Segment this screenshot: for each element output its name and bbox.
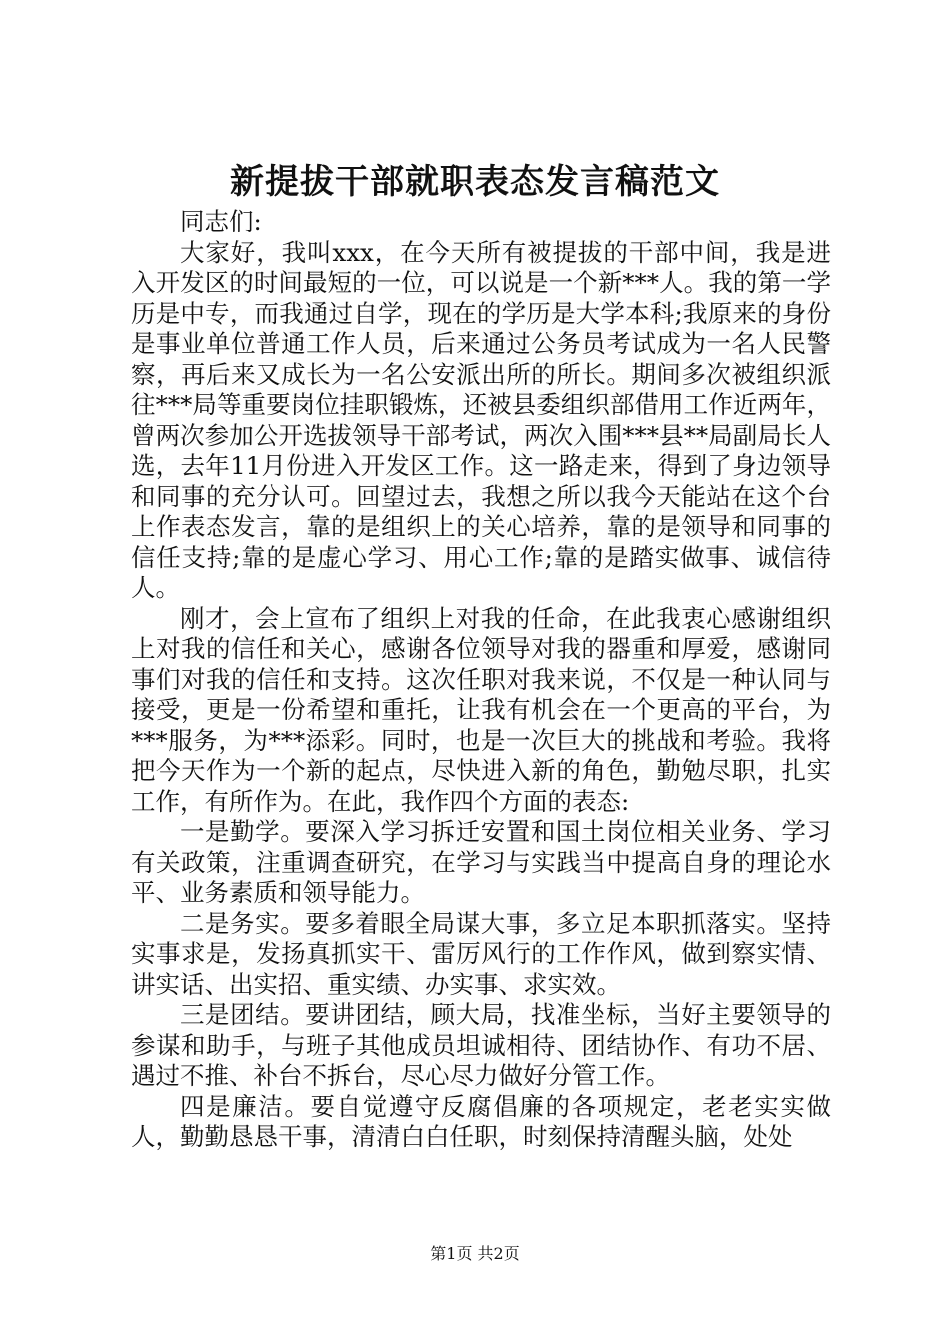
document-title: 新提拔干部就职表态发言稿范文	[230, 162, 720, 202]
paragraph-point-three: 三是团结。要讲团结，顾大局，找准坐标，当好主要领导的参谋和助手，与班子其他成员坦诚相待、团结协作、有功不居、遇过不推、补台不拆台，尽心尽力做好分管工作。	[131, 1000, 831, 1090]
paragraph-point-two: 二是务实。要多着眼全局谋大事，多立足本职抓落实。坚持实事求是，发扬真抓实干、雷厉风行的工作作风，做到察实情、讲实话、出实招、重实绩、办实事、求实效。	[131, 908, 831, 999]
document-body	[131, 207, 831, 1153]
paragraph-point-four: 四是廉洁。要自觉遵守反腐倡廉的各项规定，老老实实做人，勤勤恳恳干事，清清白白任职，时刻保持清醒头脑，处处	[131, 1091, 831, 1151]
page-number-footer: 第1页 共2页	[430, 1244, 520, 1263]
paragraph-gratitude: 刚才，会上宣布了组织上对我的任命，在此我衷心感谢组织上对我的信任和关心，感谢各位领导对我的器重和厚爱，感谢同事们对我的信任和支持。这次任职对我来说，不仅是一种认同与接受，更是一份希望和重托，让我有机会在一个更高的平台，为***服务，为***添彩。同时，也是一次巨大的挑战和考验。我将把今天作为一个新的起点，尽快进入新的角色，勤勉尽职，扎实工作，有所作为。在此，我作四个方面的表态:	[131, 603, 831, 816]
paragraph-point-one: 一是勤学。要深入学习拆迁安置和国土岗位相关业务、学习有关政策，注重调查研究，在学习与实践当中提高自身的理论水平、业务素质和领导能力。	[131, 817, 831, 907]
paragraph-salutation: 同志们:	[180, 207, 262, 236]
paragraph-introduction: 大家好，我叫xxx，在今天所有被提拔的干部中间，我是进入开发区的时间最短的一位，可以说是一个新***人。我的第一学历是中专，而我通过自学，现在的学历是大学本科;我原来的身份是事业单位普通工作人员，后来通过公务员考试成为一名人民警察，再后来又成长为一名公安派出所的所长。期间多次被组织派往***局等重要岗位挂职锻炼，还被县委组织部借用工作近两年，曾两次参加公开选拔领导干部考试，两次入围***县**局副局长人选，去年11月份进入开发区工作。这一路走来，得到了身边领导和同事的充分认可。回望过去，我想之所以我今天能站在这个台上作表态发言，靠的是组织上的关心培养，靠的是领导和同事的信任支持;靠的是虚心学习、用心工作;靠的是踏实做事、诚信待人。	[131, 237, 831, 602]
